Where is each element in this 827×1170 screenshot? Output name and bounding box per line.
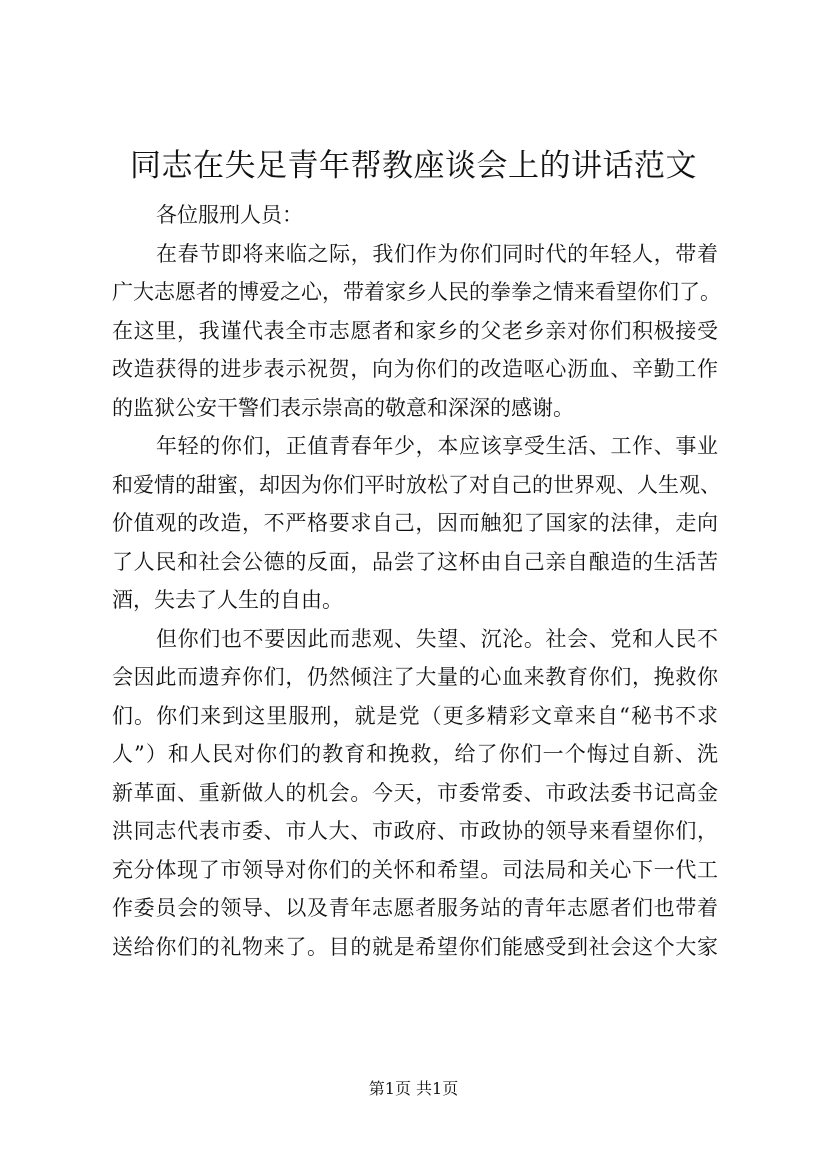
paragraph-1-line: 的监狱公安干警们表示崇高的敬意和深深的感谢。: [112, 395, 574, 420]
paragraph-3-line: 送给你们的礼物来了。目的就是希望你们能感受到社会这个大家: [112, 934, 718, 959]
paragraph-3-line: 洪同志代表市委、市人大、市政府、市政协的领导来看望你们，: [112, 819, 718, 843]
page-number-footer: 第1页 共1页: [368, 1079, 459, 1098]
paragraph-3-line: 但你们也不要因此而悲观、失望、沉沦。社会、党和人民不: [156, 626, 718, 651]
paragraph-3-line: 新革面、重新做人的机会。今天，市委常委、市政法委书记高金: [112, 780, 718, 805]
paragraph-2-line: 了人民和社会公德的反面，品尝了这杯由自己亲自酿造的生活苦: [112, 549, 718, 574]
document-body: [112, 196, 721, 966]
paragraph-3-line: 充分体现了市领导对你们的关怀和希望。司法局和关心下一代工: [112, 857, 718, 882]
paragraph-3-line: 人”）和人民对你们的教育和挽救，给了你们一个悔过自新、洗: [112, 742, 718, 766]
paragraph-3-line: 们。你们来到这里服刑，就是党（更多精彩文章来自“秘书不求: [112, 703, 718, 728]
paragraph-1-line: 在春节即将来临之际，我们作为你们同时代的年轻人，带着: [156, 241, 718, 266]
paragraph-2-line: 酒，失去了人生的自由。: [112, 588, 343, 612]
paragraph-1-line: 广大志愿者的博爱之心，带着家乡人民的拳拳之情来看望你们了。: [112, 280, 721, 304]
salutation: 各位服刑人员：: [156, 203, 303, 227]
paragraph-1-line: 改造获得的进步表示祝贺，向为你们的改造呕心沥血、辛勤工作: [112, 357, 718, 381]
paragraph-2-line: 价值观的改造，不严格要求自己，因而触犯了国家的法律，走向: [112, 511, 718, 535]
paragraph-2-line: 年轻的你们，正值青春年少，本应该享受生活、工作、事业: [156, 434, 718, 458]
paragraph-3-line: 会因此而遗弃你们，仍然倾注了大量的心血来教育你们，挽救你: [112, 665, 718, 689]
paragraph-1-line: 在这里，我谨代表全市志愿者和家乡的父老乡亲对你们积极接受: [112, 318, 718, 343]
paragraph-3-line: 作委员会的领导、以及青年志愿者服务站的青年志愿者们也带着: [112, 896, 718, 920]
paragraph-2-line: 和爱情的甜蜜，却因为你们平时放松了对自己的世界观、人生观、: [112, 472, 721, 497]
document-title: 同志在失足青年帮教座谈会上的讲话范文: [130, 148, 697, 184]
